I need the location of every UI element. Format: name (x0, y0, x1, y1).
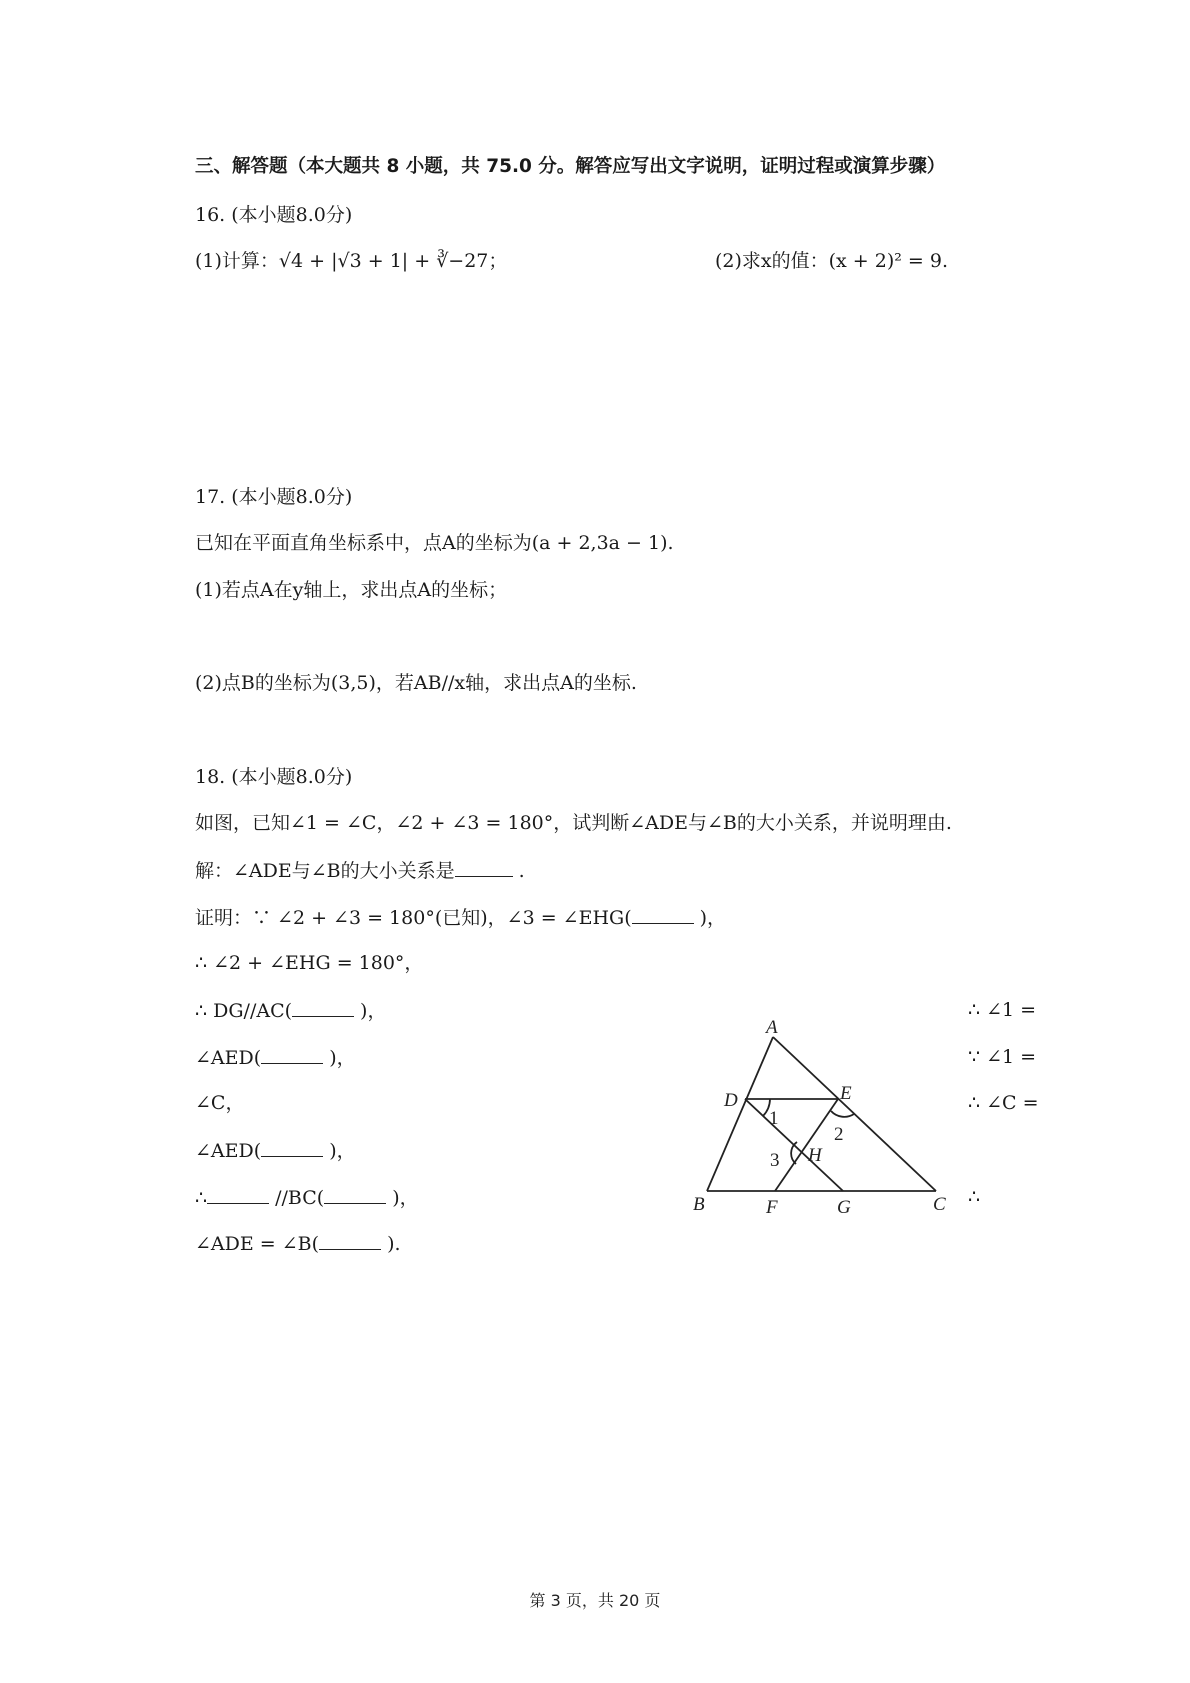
proof-text: ∠AED( (195, 1047, 262, 1069)
proof-text: ∠C， (195, 1092, 245, 1114)
segment-AB (707, 1037, 773, 1191)
label-F: F (766, 1197, 778, 1218)
proof-text: ∠AED( (195, 1140, 262, 1162)
proof-text: )， (693, 907, 727, 929)
q17-part1: (1)若点A在y轴上，求出点A的坐标； (195, 579, 508, 601)
proof-line-8 (195, 1231, 401, 1256)
label-E: E (840, 1083, 852, 1104)
right-col-line-2: ∵ ∠1 = (968, 1046, 1037, 1068)
label-angle-1: 1 (769, 1108, 779, 1129)
right-col-line-4: ∴ (968, 1186, 981, 1208)
proof-line-6 (195, 1138, 356, 1163)
proof-line-4 (195, 1045, 356, 1070)
reason-blank[interactable] (261, 1045, 323, 1064)
proof-line-1 (195, 905, 726, 930)
answer-blank[interactable] (455, 858, 513, 877)
angle-2-arc (831, 1111, 854, 1117)
proof-text: ∴ DG//AC( (195, 1000, 293, 1022)
label-H: H (808, 1145, 822, 1166)
reason-blank[interactable] (632, 905, 694, 924)
proof-line-7 (195, 1185, 419, 1210)
proof-text: 证明：∵ ∠2 + ∠3 = 180°(已知)，∠3 = ∠EHG( (195, 907, 632, 929)
q16-part1: (1)计算：√4 + |√3 + 1| + ∛−27； (195, 250, 508, 272)
label-C: C (933, 1194, 946, 1215)
q18-answer-suffix: . (512, 860, 525, 882)
label-A: A (766, 1017, 778, 1038)
q18-header: 18. (本小题8.0分) (195, 766, 353, 788)
q18-stem: 如图，已知∠1 = ∠C，∠2 + ∠3 = 180°，试判断∠ADE与∠B的大小关系，并说明理由. (195, 812, 952, 834)
label-G: G (837, 1197, 851, 1218)
proof-line-5 (195, 1091, 244, 1115)
proof-text: //BC( (269, 1187, 325, 1209)
proof-text: )， (323, 1047, 356, 1069)
q16-header: 16. (本小题8.0分) (195, 204, 353, 226)
label-B: B (693, 1194, 705, 1215)
q17-stem: 已知在平面直角坐标系中，点A的坐标为(a + 2,3a − 1). (195, 532, 674, 554)
label-D: D (724, 1090, 738, 1111)
q18-answer-line (195, 858, 525, 883)
proof-text: )， (323, 1140, 356, 1162)
proof-line-2 (195, 951, 423, 975)
right-col-line-3: ∴ ∠C = (968, 1092, 1039, 1114)
reason-blank[interactable] (261, 1138, 323, 1157)
proof-text: ). (381, 1233, 401, 1255)
segment-AC (773, 1037, 936, 1191)
section-heading: 三、解答题（本大题共 8 小题，共 75.0 分。解答应写出文字说明，证明过程或演算步骤） (195, 156, 946, 177)
label-angle-2: 2 (834, 1124, 844, 1145)
page-footer: 第 3 页，共 20 页 (529, 1591, 661, 1610)
proof-text: ∴ (195, 1187, 208, 1209)
line-blank[interactable] (207, 1185, 269, 1204)
q17-header: 17. (本小题8.0分) (195, 486, 353, 508)
proof-text: ∴ ∠2 + ∠EHG = 180°， (195, 952, 424, 974)
right-col-line-1: ∴ ∠1 = (968, 999, 1037, 1021)
geometry-figure (680, 1000, 980, 1230)
proof-text: )， (386, 1187, 419, 1209)
reason-blank[interactable] (292, 998, 354, 1017)
reason-blank[interactable] (319, 1231, 381, 1250)
q17-part2: (2)点B的坐标为(3,5)，若AB//x轴，求出点A的坐标. (195, 672, 637, 694)
q16-part2: (2)求x的值：(x + 2)² = 9. (715, 250, 949, 272)
proof-text: ∠ADE = ∠B( (195, 1233, 320, 1255)
label-angle-3: 3 (770, 1150, 780, 1171)
proof-line-3 (195, 998, 386, 1023)
proof-text: )， (354, 1000, 387, 1022)
reason-blank[interactable] (324, 1185, 386, 1204)
q18-answer-prefix: 解：∠ADE与∠B的大小关系是 (195, 860, 455, 882)
